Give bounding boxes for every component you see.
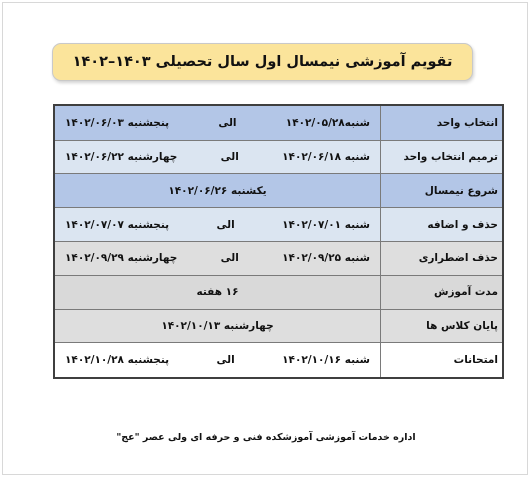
table-row — [54, 241, 503, 275]
row-label: حذف و اضافه — [381, 208, 504, 242]
row-label: مدت آموزش — [381, 275, 504, 309]
range-separator: الی — [216, 218, 235, 231]
row-value — [54, 275, 381, 309]
end-date: پنجشنبه ۱۴۰۲/۰۶/۰۳ — [65, 116, 170, 129]
range-separator: الی — [220, 252, 239, 265]
row-label: ترمیم انتخاب واحد — [381, 140, 504, 174]
start-date: شنبه ۱۴۰۲/۰۷/۰۱ — [282, 218, 370, 231]
range-separator: الی — [218, 116, 237, 129]
start-date: شنبه ۱۴۰۲/۱۰/۱۶ — [282, 354, 370, 367]
row-dates — [54, 105, 381, 140]
start-date: شنبه ۱۴۰۲/۰۶/۱۸ — [282, 150, 370, 163]
calendar-table — [53, 104, 504, 379]
row-label: امتحانات — [381, 343, 504, 378]
calendar-title: تقویم آموزشی نیمسال اول سال تحصیلی ۱۴۰۳–۱۴۰۲ — [52, 43, 473, 81]
end-date: چهارشنبه ۱۴۰۲/۰۹/۲۹ — [65, 252, 178, 265]
footer-note: اداره خدمات آموزشی آموزشکده فنی و حرفه ای ولی عصر "عج" — [116, 432, 416, 443]
table-row — [54, 174, 503, 208]
duration-value: ۱۶ هفته — [196, 286, 239, 299]
table-row — [54, 140, 503, 174]
table-row — [54, 309, 503, 343]
table-row — [54, 105, 503, 140]
table-row — [54, 275, 503, 309]
start-date: شنبه ۱۴۰۲/۰۹/۲۵ — [282, 252, 370, 265]
start-date: شنبه۱۴۰۲/۰۵/۲۸ — [285, 116, 370, 129]
end-date: پنجشنبه ۱۴۰۲/۱۰/۲۸ — [65, 354, 170, 367]
single-date: چهارشنبه ۱۴۰۲/۱۰/۱۳ — [161, 319, 274, 332]
row-value — [54, 174, 381, 208]
row-dates — [54, 343, 381, 378]
row-value — [54, 309, 381, 343]
row-dates — [54, 140, 381, 174]
end-date: چهارشنبه ۱۴۰۲/۰۶/۲۲ — [65, 150, 178, 163]
row-dates — [54, 241, 381, 275]
range-separator: الی — [216, 354, 235, 367]
row-label: پایان کلاس ها — [381, 309, 504, 343]
table-row — [54, 208, 503, 242]
row-label: حذف اضطراری — [381, 241, 504, 275]
row-label: انتخاب واحد — [381, 105, 504, 140]
single-date: یکشنبه ۱۴۰۲/۰۶/۲۶ — [168, 184, 267, 197]
table-row — [54, 343, 503, 378]
range-separator: الی — [220, 150, 239, 163]
end-date: پنجشنبه ۱۴۰۲/۰۷/۰۷ — [65, 218, 170, 231]
row-dates — [54, 208, 381, 242]
row-label: شروع نیمسال — [381, 174, 504, 208]
